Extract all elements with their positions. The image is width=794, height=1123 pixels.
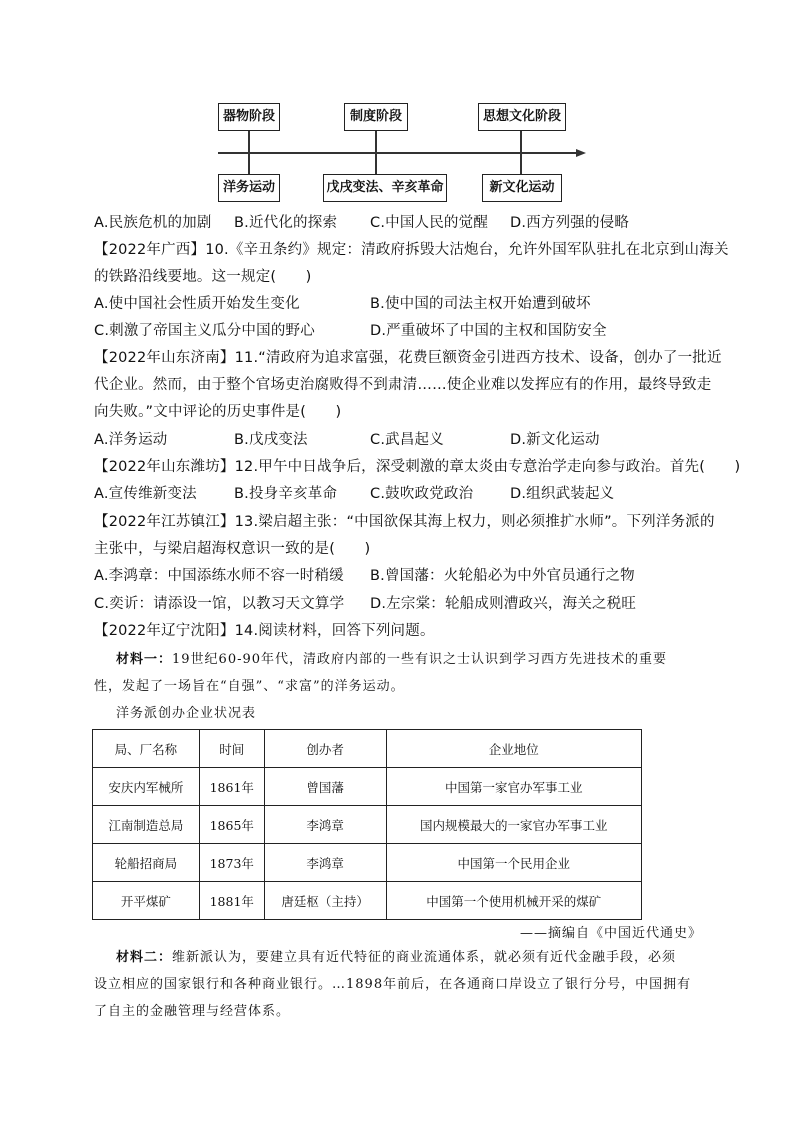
table-cell: 轮船招商局 [93, 844, 200, 882]
stage-box-3: 思想文化阶段 [478, 103, 566, 131]
table-row [93, 806, 642, 844]
q9-option-d: D.西方列强的侵略 [510, 215, 630, 231]
q10-option-d: D.严重破坏了中国的主权和国防安全 [370, 323, 607, 339]
material-2-line-3: 了自主的金融管理与经营体系。 [94, 1004, 291, 1019]
q13-option-b: B.曾国藩：火轮船必为中外官员通行之物 [370, 568, 635, 584]
material-2-text-1: 维新派认为，要建立具有近代特征的商业流通体系，就必须有近代金融手段，必须 [172, 950, 677, 965]
table-header-row [93, 730, 642, 768]
q10-option-c: C.刺激了帝国主义瓜分中国的野心 [94, 323, 315, 339]
q11-stem-line-3: 向失败。”文中评论的历史事件是( ) [94, 404, 342, 420]
material-2-line-2: 设立相应的国家银行和各种商业银行。…1898年前后，在各通商口岸设立了银行分号，中国拥有 [94, 977, 692, 992]
enterprise-table [92, 729, 642, 920]
q11-option-c: C.武昌起义 [370, 432, 444, 448]
q9-option-c: C.中国人民的觉醒 [370, 215, 489, 231]
connector-2 [375, 130, 377, 174]
q13-option-c: C.奕䜣：请添设一馆，以教习天文算学 [94, 596, 345, 612]
table-row [93, 882, 642, 920]
q10-stem-line-2: 的铁路沿线要地。这一规定( ) [94, 269, 312, 285]
table-cell: 开平煤矿 [93, 882, 200, 920]
table-cell: 唐廷枢（主持） [264, 882, 386, 920]
q13-option-d: D.左宗棠：轮船成则漕政兴，海关之税旺 [370, 596, 637, 612]
event-box-1: 洋务运动 [218, 174, 280, 202]
table-cell: 李鸿章 [264, 844, 386, 882]
q12-option-d: D.组织武装起义 [510, 486, 615, 502]
table-header-cell: 创办者 [264, 730, 386, 768]
table-cell: 中国第一家官办军事工业 [386, 768, 641, 806]
q11-stem-line-1: 【2022年山东济南】11.“清政府为追求富强，花费巨额资金引进西方技术、设备，创办了一批近 [94, 350, 722, 366]
material-2-line-1 [116, 948, 676, 968]
event-box-3: 新文化运动 [482, 174, 562, 202]
q11-option-b: B.戊戌变法 [234, 432, 308, 448]
table-cell: 安庆内军械所 [93, 768, 200, 806]
material-2-label: 材料二： [116, 950, 173, 965]
table-cell: 李鸿章 [264, 806, 386, 844]
q13-stem-line-1: 【2022年江苏镇江】13.梁启超主张：“中国欲保其海上权力，则必须推扩水师”。下列洋务派的 [94, 514, 715, 530]
q11-option-a: A.洋务运动 [94, 432, 168, 448]
table-cell: 1865年 [199, 806, 264, 844]
table-cell: 中国第一个民用企业 [386, 844, 641, 882]
q9-option-b: B.近代化的探索 [234, 215, 338, 231]
table-title: 洋务派创办企业状况表 [116, 706, 257, 721]
stage-box-2: 制度阶段 [344, 103, 408, 131]
table-cell: 1861年 [199, 768, 264, 806]
timeline-arrow [576, 149, 586, 157]
table-cell: 1873年 [199, 844, 264, 882]
q14-header: 【2022年辽宁沈阳】14.阅读材料，回答下列问题。 [94, 623, 435, 639]
table-cell: 江南制造总局 [93, 806, 200, 844]
q11-option-d: D.新文化运动 [510, 432, 600, 448]
table-row [93, 844, 642, 882]
q10-option-b: B.使中国的司法主权开始遭到破坏 [370, 296, 591, 312]
connector-3 [520, 130, 522, 174]
table-cell: 中国第一个使用机械开采的煤矿 [386, 882, 641, 920]
table-cell: 1881年 [199, 882, 264, 920]
q12-option-a: A.宣传维新变法 [94, 486, 197, 502]
q12-stem-line-1: 【2022年山东潍坊】12.甲午中日战争后，深受刺激的章太炎由专意治学走向参与政治。首先( ) [94, 459, 741, 475]
material-1-line-2: 性，发起了一场旨在“自强”、“求富”的洋务运动。 [94, 679, 405, 694]
table-cell: 国内规模最大的一家官办军事工业 [386, 806, 641, 844]
table-cell: 曾国藩 [264, 768, 386, 806]
event-box-2: 戊戌变法、辛亥革命 [323, 174, 447, 202]
material-1-line-1 [116, 650, 667, 670]
q13-option-a: A.李鸿章：中国添练水师不容一时稍缓 [94, 568, 344, 584]
table-header-cell: 局、厂名称 [93, 730, 200, 768]
q9-option-a: A.民族危机的加剧 [94, 215, 212, 231]
material-1-label: 材料一： [116, 652, 173, 667]
stage-box-1: 器物阶段 [218, 103, 280, 131]
table-row [93, 768, 642, 806]
q10-stem-line-1: 【2022年广西】10.《辛丑条约》规定：清政府拆毁大沽炮台，允许外国军队驻扎在北京到山海关 [94, 242, 729, 258]
timeline-axis [218, 152, 576, 154]
material-1-text-1: 19世纪60-90年代，清政府内部的一些有识之士认识到学习西方先进技术的重要 [172, 652, 668, 667]
connector-1 [248, 130, 250, 174]
q10-option-a: A.使中国社会性质开始发生变化 [94, 296, 300, 312]
table-header-cell: 企业地位 [386, 730, 641, 768]
q11-stem-line-2: 代企业。然而，由于整个官场吏治腐败得不到肃清……使企业难以发挥应有的作用，最终导致走 [94, 377, 712, 393]
table-header-cell: 时间 [199, 730, 264, 768]
q12-option-c: C.鼓吹政党政治 [370, 486, 474, 502]
table-source: ——摘编自《中国近代通史》 [520, 926, 703, 941]
q12-option-b: B.投身辛亥革命 [234, 486, 338, 502]
q13-stem-line-2: 主张中，与梁启超海权意识一致的是( ) [94, 541, 371, 557]
